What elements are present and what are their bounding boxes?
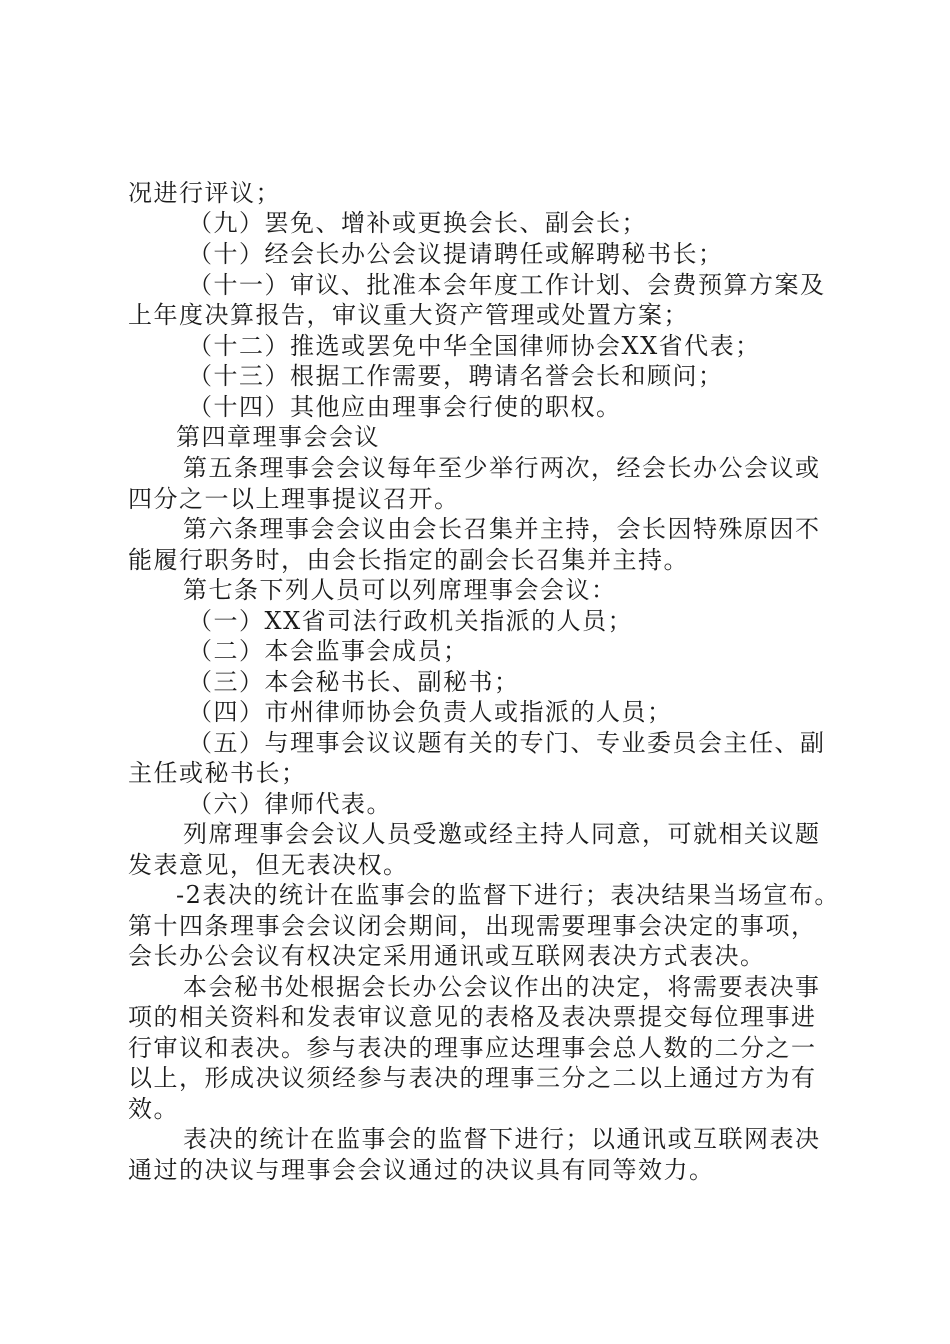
- text-line: 上年度决算报告，审议重大资产管理或处置方案；: [128, 301, 689, 329]
- text-line: 第五条理事会会议每年至少举行两次，经会长办公会议或: [183, 454, 821, 482]
- text-line: （四）市州律师协会负责人或指派的人员；: [188, 698, 673, 726]
- text-line: （三）本会秘书长、副秘书；: [188, 668, 520, 696]
- text-line: （十三）根据工作需要，聘请名誉会长和顾问；: [188, 362, 724, 390]
- text-line: （十一）审议、批准本会年度工作计划、会费预算方案及: [188, 271, 826, 299]
- text-line: 列席理事会会议人员受邀或经主持人同意，可就相关议题: [183, 820, 821, 848]
- text-line: （十四）其他应由理事会行使的职权。: [188, 393, 622, 421]
- chapter-heading: 第四章理事会会议: [176, 423, 380, 451]
- text-line: 效。: [128, 1095, 179, 1123]
- text-line: （九）罢免、增补或更换会长、副会长；: [188, 209, 647, 237]
- text-line: 发表意见，但无表决权。: [128, 851, 409, 879]
- text-line: 第七条下列人员可以列席理事会会议：: [183, 576, 617, 604]
- text-line: 本会秘书处根据会长办公会议作出的决定，将需要表决事: [183, 973, 821, 1001]
- text-line: 通过的决议与理事会会议通过的决议具有同等效力。: [128, 1156, 715, 1184]
- text-line: 会长办公会议有权决定采用通讯或互联网表决方式表决。: [128, 942, 766, 970]
- text-line: （二）本会监事会成员；: [188, 637, 469, 665]
- text-line: 第十四条理事会会议闭会期间，出现需要理事会决定的事项，: [128, 912, 817, 940]
- text-line: 四分之一以上理事提议召开。: [128, 485, 460, 513]
- text-line: -2表决的统计在监事会的监督下进行；表决结果当场宣布。: [176, 881, 840, 909]
- text-line: （一）XX省司法行政机关指派的人员；: [188, 607, 634, 635]
- text-line: 项的相关资料和发表审议意见的表格及表决票提交每位理事进: [128, 1003, 817, 1031]
- text-line: 第六条理事会会议由会长召集并主持，会长因特殊原因不: [183, 515, 821, 543]
- text-line: 表决的统计在监事会的监督下进行；以通讯或互联网表决: [183, 1125, 821, 1153]
- text-line: （五）与理事会议议题有关的专门、专业委员会主任、副: [188, 729, 826, 757]
- text-line: （六）律师代表。: [188, 790, 392, 818]
- text-line: （十二）推选或罢免中华全国律师协会XX省代表；: [188, 332, 761, 360]
- text-line: 况进行评议；: [128, 179, 281, 207]
- text-line: （十）经会长办公会议提请聘任或解聘秘书长；: [188, 240, 724, 268]
- text-line: 主任或秘书长；: [128, 759, 307, 787]
- text-line: 以上，形成决议须经参与表决的理事三分之二以上通过方为有: [128, 1064, 817, 1092]
- text-line: 能履行职务时，由会长指定的副会长召集并主持。: [128, 546, 689, 574]
- text-line: 行审议和表决。参与表决的理事应达理事会总人数的二分之一: [128, 1034, 817, 1062]
